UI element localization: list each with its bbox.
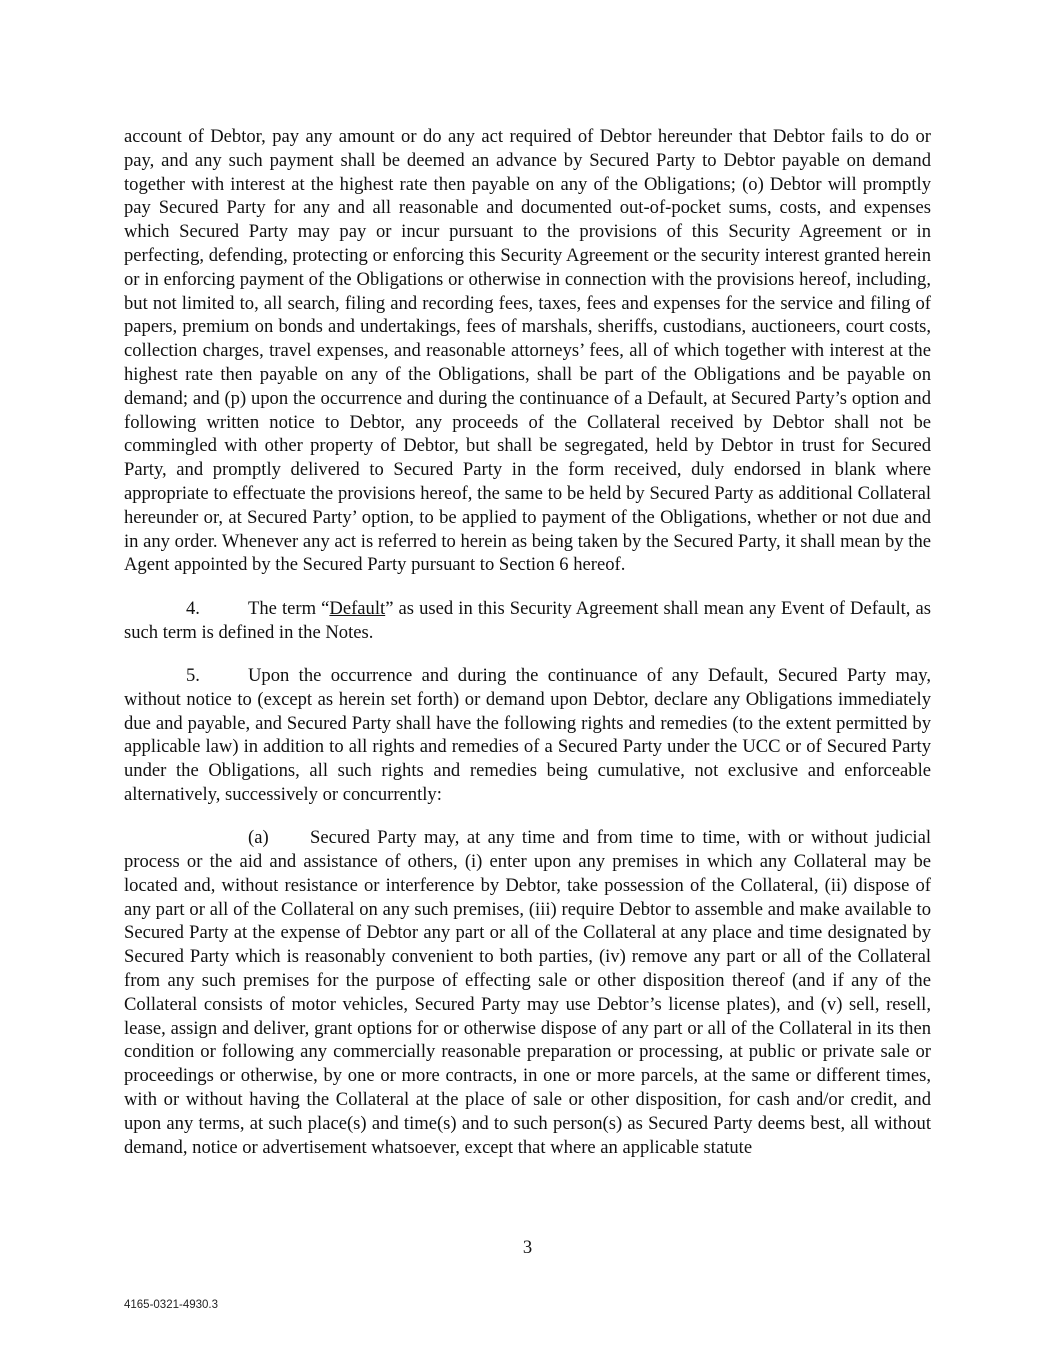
section-5-number: 5. — [186, 664, 200, 686]
section-4-defined-term: Default — [329, 597, 386, 619]
document-body — [124, 125, 931, 1159]
section-5-text: Upon the occurrence and during the continuance of any Default, Secured Party may, without notice to (except as herein set forth) or demand upon Debtor, declare any Obligations immediately due and payable, and Secured Party shall have the following rights and remedies (to the extent permitted by applicable law) in addition to all rights and remedies of a Secured Party under the UCC or of Secured Party under the Obligations, all such rights and remedies being cumulative, not exclusive and enforceable alternatively, successively or concurrently: — [124, 664, 931, 805]
section-5-paragraph — [124, 664, 931, 807]
section-4-paragraph — [124, 597, 931, 645]
section-4-text-before: The term “ — [248, 597, 330, 619]
page-number: 3 — [522, 1237, 533, 1258]
subsection-a-label: (a) — [248, 827, 269, 849]
intro-paragraph: account of Debtor, pay any amount or do any act required of Debtor hereunder that Debtor fails to do or pay, and any such payment shall be deemed an advance by Secured Party to Debtor payable on demand together with interest at the highest rate then payable on any of the Obligations; (o) Debtor will promptly pay Secured Party for any and all reasonable and documented out-of-pocket sums, costs, and expenses which Secured Party may pay or incur pursuant to the provisions of this Security Agreement or in perfecting, defending, protecting or enforcing this Security Agreement or the security interest granted herein or in enforcing payment of the Obligations or otherwise in connection with the provisions hereof, including, but not limited to, all search, filing and recording fees, taxes, fees and expenses for the service and filing of papers, premium on bonds and undertakings, fees of marshals, sheriffs, custodians, auctioneers, court costs, collection charges, travel expenses, and reasonable attorneys’ fees, all of which together with interest at the highest rate then payable on any of the Obligations, shall be part of the Obligations and be payable on demand; and (p) upon the occurrence and during the continuance of a Default, at Secured Party’s option and following written notice to Debtor, any proceeds of the Collateral received by Debtor shall not be commingled with other property of Debtor, but shall be segregated, held by Debtor in trust for Secured Party, and promptly delivered to Secured Party in the form received, duly endorsed in blank where appropriate to effectuate the provisions hereof, the same to be held by Secured Party as additional Collateral hereunder or, at Secured Party’ option, to be applied to payment of the Obligations, whether or not due and in any order. Whenever any act is referred to herein as being taken by the Secured Party, it shall mean by the Agent appointed by the Secured Party pursuant to Section 6 hereof. — [124, 126, 931, 576]
section-4-text-after: ” as used in this Security Agreement shall mean any Event of Default, as such term is defined in the Notes. — [124, 597, 932, 643]
document-id: 4165-0321-4930.3 — [124, 1299, 218, 1311]
subsection-a-text: Secured Party may, at any time and from time to time, with or without judicial process or the aid and assistance of others, (i) enter upon any premises in which any Collateral may be located and, without resistance or interference by Debtor, take possession of the Collateral, (ii) dispose of any part or all of the Collateral on any such premises, (iii) require Debtor to assemble and make available to Secured Party at the expense of Debtor any part or all of the Collateral at any place and time designated by Secured Party which is reasonably convenient to both parties, (iv) remove any part or all of the Collateral from any such premises for the purpose of effecting sale or other disposition thereof (and if any of the Collateral consists of motor vehicles, Secured Party may use Debtor’s license plates), and (v) sell, resell, lease, assign and deliver, grant options for or otherwise dispose of any part or all of the Collateral in its then condition or following any commercially reasonable preparation or processing, at public or private sale or proceedings or otherwise, by one or more contracts, in one or more parcels, at the same or different times, with or without having the Collateral at the place of sale or other disposition, for cash and/or credit, and upon any terms, at such place(s) and time(s) and to such person(s) as Secured Party deems best, all without demand, notice or advertisement whatsoever, except that where an applicable statute — [124, 827, 931, 1158]
subsection-a-paragraph — [124, 826, 931, 1159]
section-4-number: 4. — [186, 597, 200, 619]
